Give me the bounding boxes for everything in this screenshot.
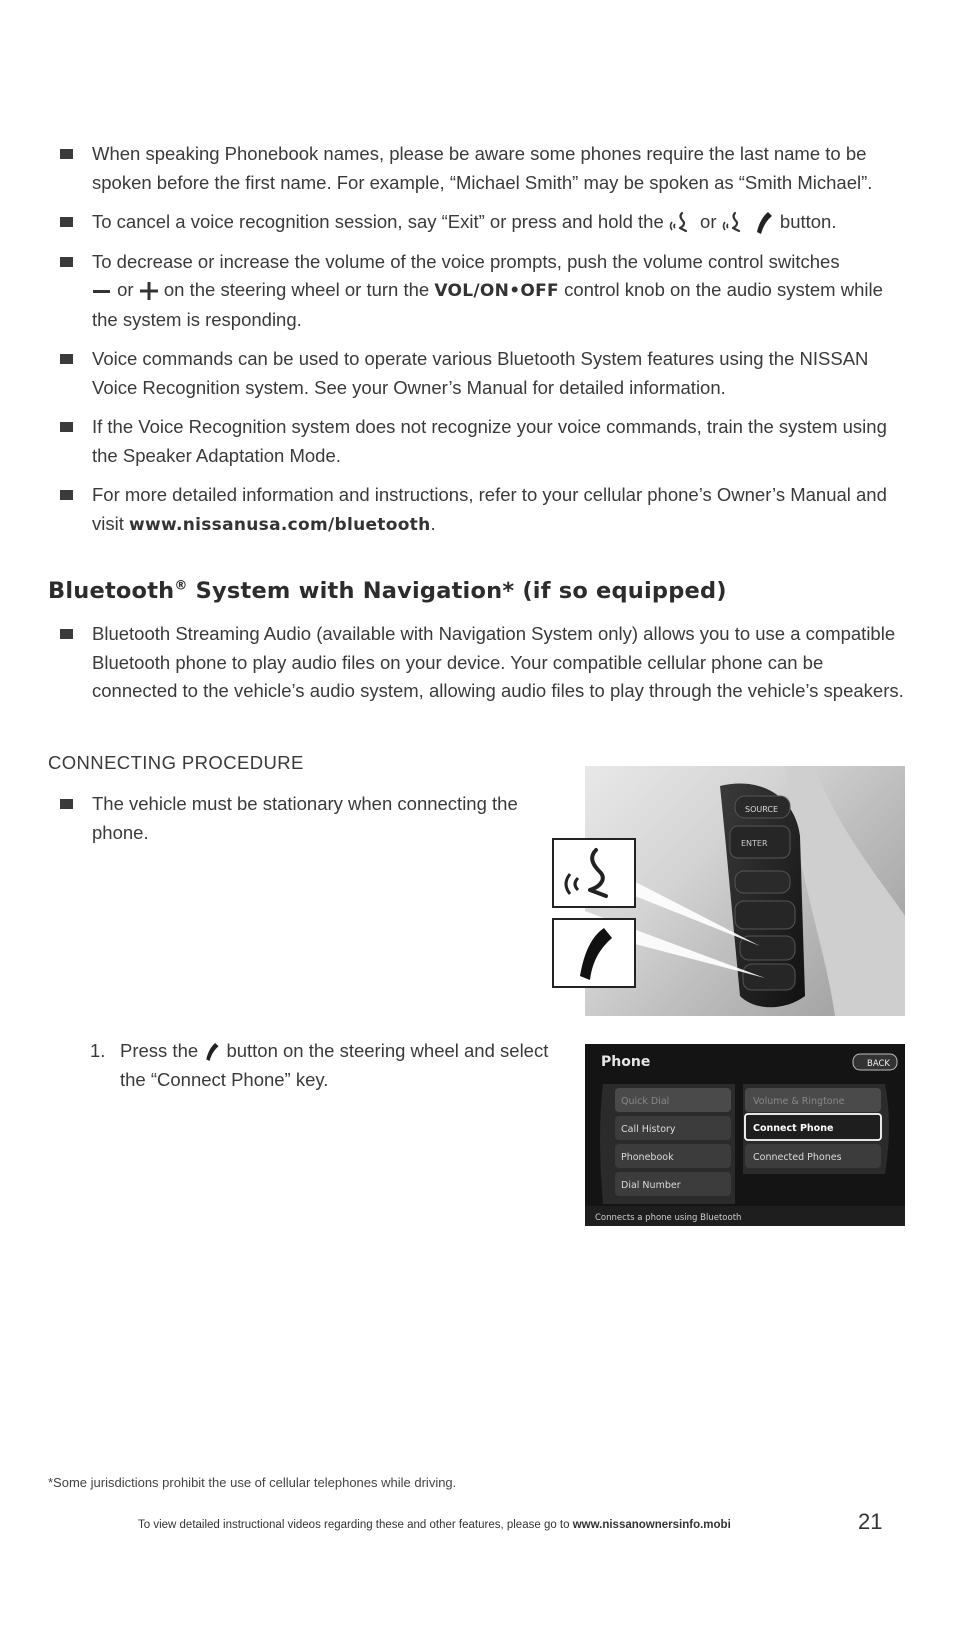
back-button[interactable]: BACK xyxy=(867,1059,891,1069)
status-line: Connects a phone using Bluetooth xyxy=(595,1213,742,1223)
bullet-square-icon xyxy=(60,799,73,809)
manual-page: When speaking Phonebook names, please be aware some phones require the last name to be spoken before the first name. For example, “Michael Smith” may be spoken as “Smith Michael”. To cancel a voice recognition session, say “Exit” or press and hold the or button. To decrease or increase the volume of the voice prompts, push the volume control switches or on the steering wheel or turn the VOL/ON•OFF control knob on the audio system while the system is responding. Voice commands can be used to operate various Bluetooth System features using the NISSAN Voice Recognition system. See your Owner’s Manual for detailed information. If the Voice Recognition system does not recognize your voice commands, train the system using the Speaker Adaptation Mode. For more detailed information and instructions, refer to your cellular phone’s Owner’s Manual and visit www.nissanusa.com/bluetooth. Bluetooth® System with Navigation* (if so equipped) Bluetooth Streaming Audio (available with Navigation System only) allows you to use a compatible Bluetooth phone to play audio files on your device. Your compatible cellular phone can be connected to the vehicle’s audio system, allowing audio files to play through the vehicle’s speakers. CONNECTING PROCEDURE The vehicle must be stationary when connecting the phone. SOURCE ENTER 1. Press the button on the steering wheel and select the “Connect Phone” key. Phone BACK Quick Dial Call History Phonebook Dial Number Volume & Ringtone Connect Phone Connected Phones Connects a phone using Bluetooth *Some jurisdictions prohibit the use of cellular telephones while driving. To view detailed instructional videos regarding these and other features, please go to www.nissanownersinfo.mobi 21 xyxy=(0,0,960,1632)
list-item: When speaking Phonebook names, please be aware some phones require the last name to be spoken before the first name. For example, “Michael Smith” may be spoken as “Smith Michael”. xyxy=(60,140,910,197)
page-number: 21 xyxy=(858,1509,883,1534)
footnote: *Some jurisdictions prohibit the use of cellular telephones while driving. xyxy=(48,1475,457,1490)
enter-label: ENTER xyxy=(741,839,768,848)
bullet-square-icon xyxy=(60,629,73,639)
phone-icon xyxy=(203,1039,221,1065)
phone-button-callout xyxy=(552,918,636,988)
talk-icon xyxy=(722,210,748,236)
bluetooth-link[interactable]: www.nissanusa.com/bluetooth xyxy=(129,514,431,535)
phone-menu-graphic xyxy=(585,1044,905,1226)
bullet-square-icon xyxy=(60,257,73,267)
list-item: The vehicle must be stationary when connecting the phone. xyxy=(60,790,550,847)
bullet-square-icon xyxy=(60,149,73,159)
step-1: 1. Press the button on the steering wheel and select the “Connect Phone” key. xyxy=(90,1040,549,1090)
list-item: To cancel a voice recognition session, say “Exit” or press and hold the or button. xyxy=(60,208,910,237)
menu-item-connect-phone[interactable]: Connect Phone xyxy=(753,1123,834,1134)
phone-menu-screen xyxy=(585,1044,905,1226)
plus-icon xyxy=(139,281,159,301)
menu-item-volume-ringtone[interactable]: Volume & Ringtone xyxy=(753,1096,845,1107)
talk-icon xyxy=(554,840,634,906)
menu-item-call-history[interactable]: Call History xyxy=(621,1124,676,1135)
connecting-procedure-heading: CONNECTING PROCEDURE xyxy=(48,752,304,773)
list-item: For more detailed information and instructions, refer to your cellular phone’s Owner’s Manual and visit www.nissanusa.com/bluetooth. xyxy=(60,481,910,539)
menu-item-quick-dial[interactable]: Quick Dial xyxy=(621,1096,670,1107)
bullet-square-icon xyxy=(60,490,73,500)
phone-icon xyxy=(554,920,634,986)
list-item: To decrease or increase the volume of the voice prompts, push the volume control switches or on the steering wheel or turn the VOL/ON•OFF control knob on the audio system while the system is responding. xyxy=(60,248,910,335)
connect-list xyxy=(60,790,550,858)
talk-button-callout xyxy=(552,838,636,908)
bullet-square-icon xyxy=(60,422,73,432)
owners-info-link[interactable]: www.nissanownersinfo.mobi xyxy=(572,1519,731,1531)
list-item: Voice commands can be used to operate various Bluetooth System features using the NISSAN Voice Recognition system. See your Owner’s Manual for detailed information. xyxy=(60,345,910,402)
source-label: SOURCE xyxy=(745,805,779,814)
nav-list xyxy=(60,620,910,717)
bullet-square-icon xyxy=(60,354,73,364)
menu-item-dial-number[interactable]: Dial Number xyxy=(621,1180,681,1191)
list-item: Bluetooth Streaming Audio (available with Navigation System only) allows you to use a compatible Bluetooth phone to play audio files on your device. Your compatible cellular phone can be connected to the vehicle’s audio system, allowing audio files to play through the vehicle’s speakers. xyxy=(60,620,910,706)
tips-list xyxy=(60,140,910,550)
screen-title: Phone xyxy=(601,1054,651,1070)
phone-icon xyxy=(753,210,775,236)
talk-icon xyxy=(669,210,695,236)
menu-item-connected-phones[interactable]: Connected Phones xyxy=(753,1152,842,1163)
section-heading: Bluetooth® System with Navigation* (if so equipped) xyxy=(48,578,727,604)
bullet-square-icon xyxy=(60,217,73,227)
menu-item-phonebook[interactable]: Phonebook xyxy=(621,1152,674,1163)
minus-icon xyxy=(92,284,112,298)
list-item: If the Voice Recognition system does not recognize your voice commands, train the system using the Speaker Adaptation Mode. xyxy=(60,413,910,470)
